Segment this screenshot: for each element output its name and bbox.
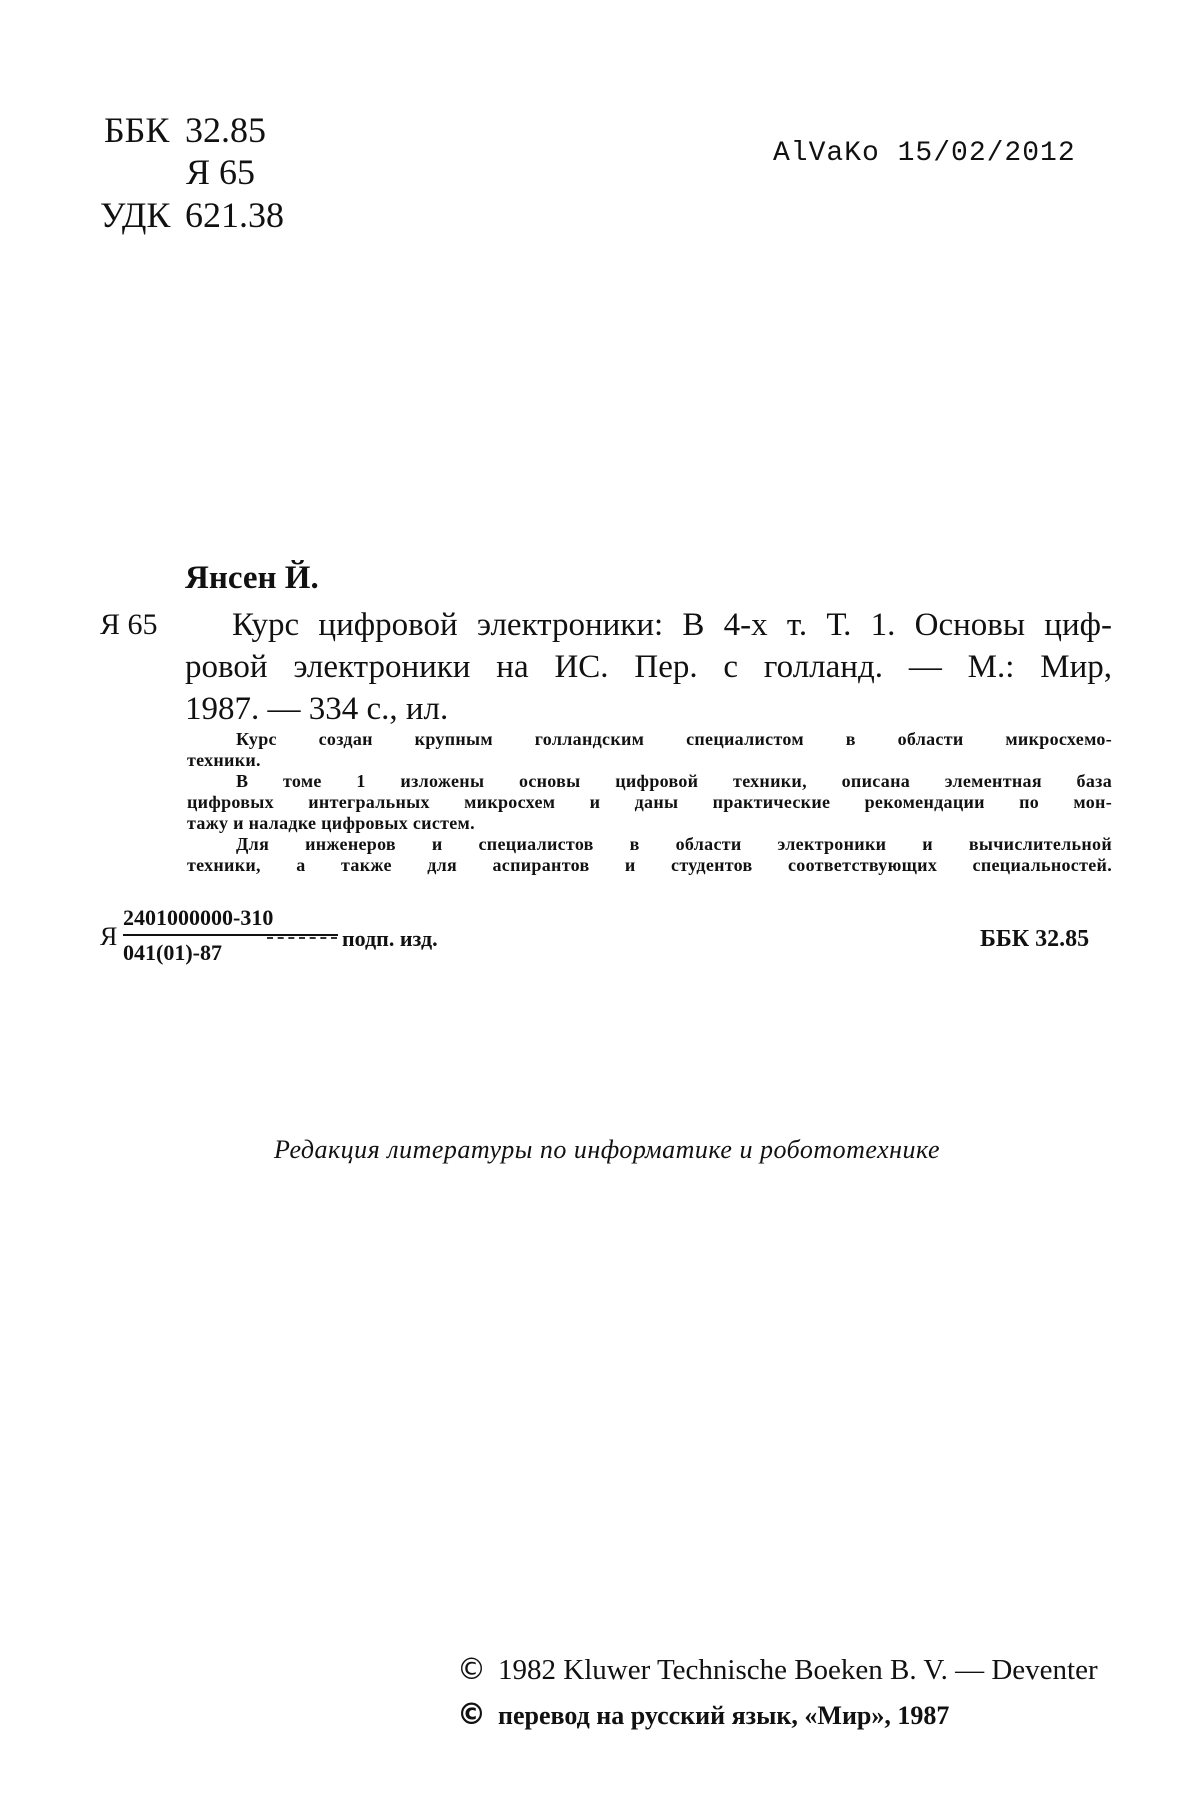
copyright-text: 1982 Kluwer Technische Boeken B. V. — Deventer bbox=[498, 1654, 1098, 1686]
scan-stamp: AlVaKo 15/02/2012 bbox=[773, 138, 1076, 169]
annotation-line: техники, а также для аспирантов и студентов соответствующих специальностей. bbox=[187, 855, 1112, 875]
editorial-office: Редакция литературы по информатике и робототехнике bbox=[274, 1135, 941, 1164]
catalog-code-numerator: 2401000000-310 bbox=[123, 905, 274, 930]
udk-label: УДК bbox=[100, 195, 171, 235]
bbk-code: 32.85 bbox=[185, 110, 266, 150]
bbk-code-bottom: ББК 32.85 bbox=[980, 926, 1090, 952]
bibliographic-line: 1987. — 334 с., ил. bbox=[185, 691, 449, 727]
annotation-line: цифровых интегральных микросхем и даны практические рекомендации по мон- bbox=[187, 792, 1112, 812]
author-sign: Я 65 bbox=[186, 152, 256, 192]
copyright-icon: © bbox=[457, 1697, 486, 1731]
udk-code: 621.38 bbox=[185, 195, 284, 235]
catalog-code-denominator: 041(01)-87 bbox=[123, 940, 222, 965]
annotation-line: Для инженеров и специалистов в области электроники и вычислительной bbox=[236, 834, 1112, 854]
bbk-label: ББК bbox=[104, 110, 170, 150]
annotation-line: техники. bbox=[187, 750, 261, 770]
call-sign: Я 65 bbox=[100, 608, 158, 641]
copyright-icon: © bbox=[457, 1652, 486, 1686]
annotation-line: тажу и наладке цифровых систем. bbox=[187, 813, 475, 833]
catalog-code-note: подп. изд. bbox=[342, 926, 438, 951]
bibliographic-line: Курс цифровой электроники: В 4-х т. Т. 1. Основы циф- bbox=[232, 607, 1112, 643]
bibliographic-line: ровой электроники на ИС. Пер. с голланд. — М.: Мир, bbox=[185, 649, 1112, 685]
author-name: Янсен Й. bbox=[185, 560, 319, 596]
copyright-text: перевод на русский язык, «Мир», 1987 bbox=[498, 1701, 950, 1730]
fraction-bar bbox=[123, 934, 338, 936]
annotation-line: В томе 1 изложены основы цифровой техники, описана элементная база bbox=[236, 771, 1112, 791]
dashed-rule bbox=[267, 937, 337, 939]
annotation-line: Курс создан крупным голландским специалистом в области микросхемо- bbox=[236, 729, 1112, 749]
copyright-line-original bbox=[457, 1652, 1098, 1687]
catalog-code-prefix: Я bbox=[100, 922, 118, 951]
copyright-line-translation bbox=[457, 1697, 949, 1731]
